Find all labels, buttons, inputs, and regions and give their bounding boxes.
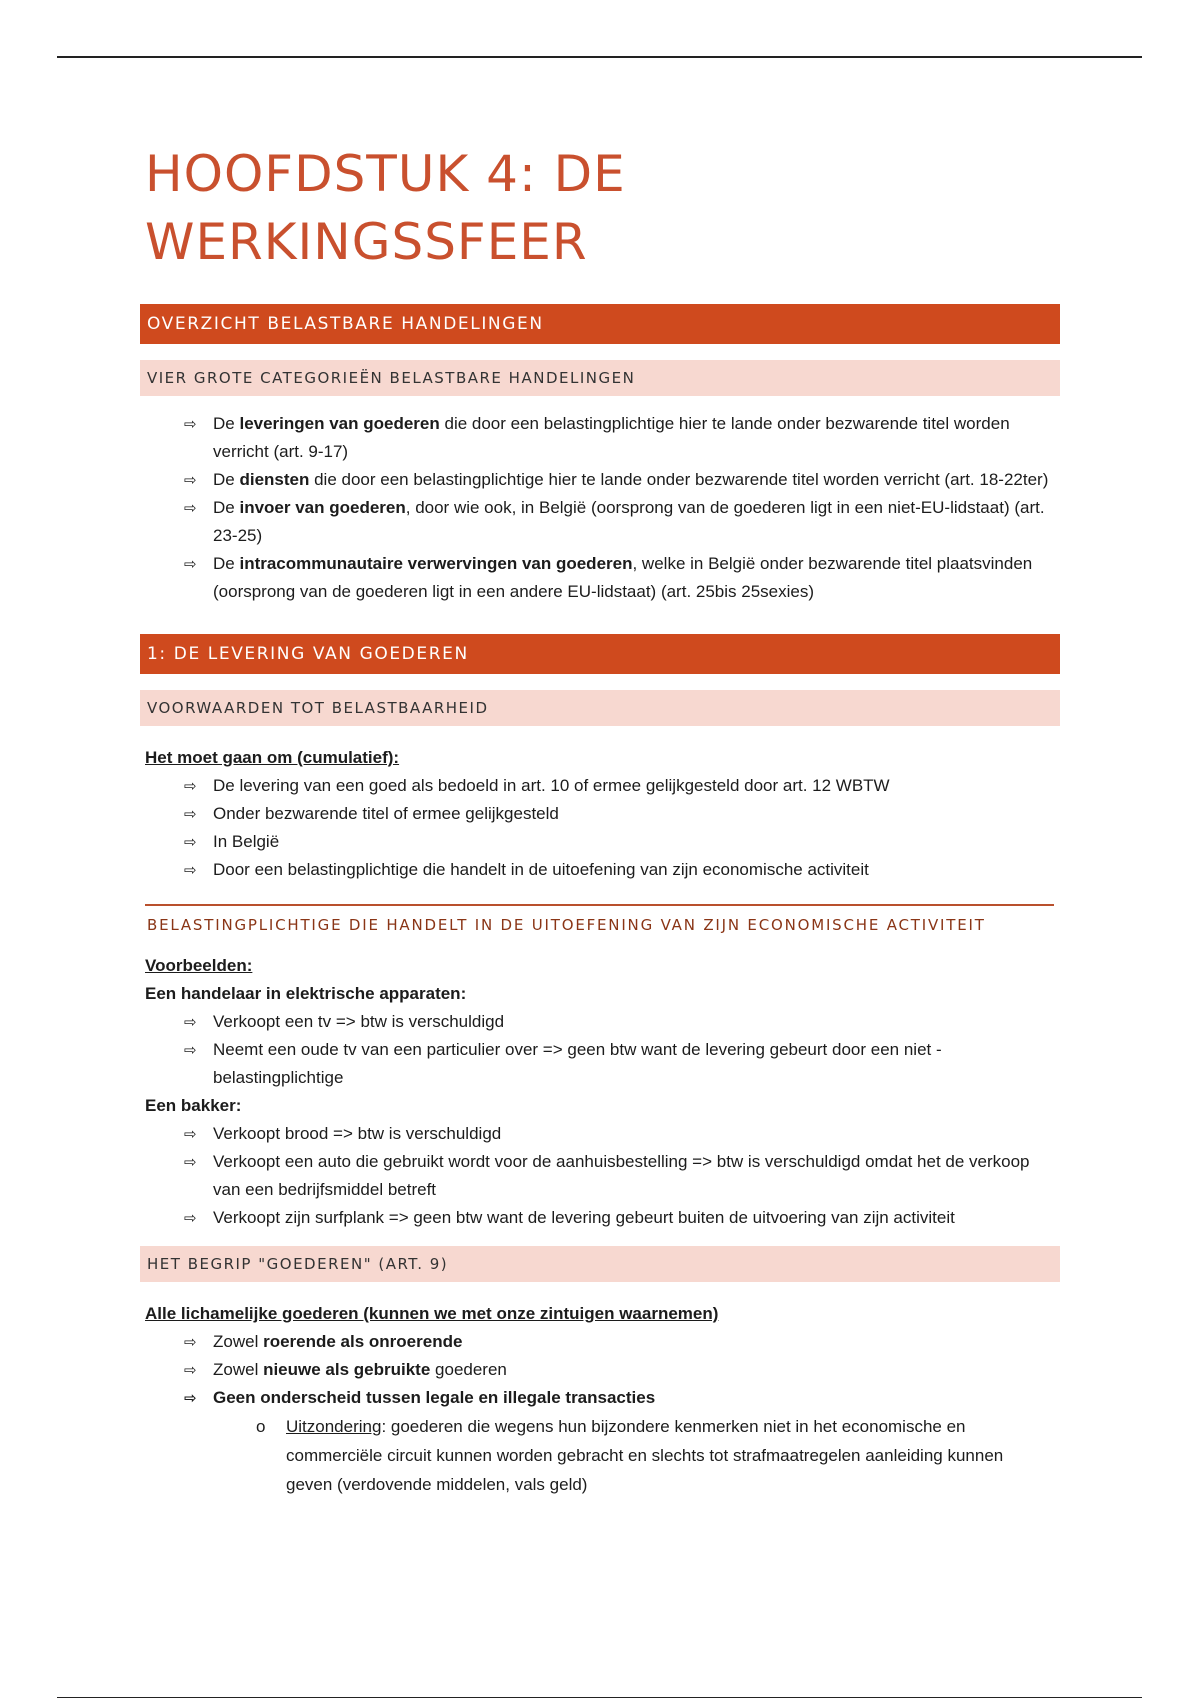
list-item-text: De invoer van goederen, door wie ook, in België (oorsprong van de goederen ligt in een niet-EU-lidstaat) (art. 23-25) bbox=[213, 498, 1045, 545]
list-item-text: De intracommunautaire verwervingen van goederen, welke in België onder bezwarende titel plaatsvinden (oorsprong van de goederen ligt in een andere EU-lidstaat) (art. 25bis 25sexies) bbox=[213, 554, 1033, 601]
section-header-overzicht: OVERZICHT BELASTBARE HANDELINGEN bbox=[140, 304, 1060, 344]
arrow-bullet-icon: ⇨ bbox=[184, 1209, 197, 1227]
arrow-bullet-icon: ⇨ bbox=[184, 833, 197, 851]
arrow-bullet-icon: ⇨ bbox=[184, 805, 197, 823]
arrow-bullet-icon: ⇨ bbox=[184, 471, 197, 489]
exception-item bbox=[140, 1412, 1060, 1499]
list-item bbox=[140, 1008, 1060, 1036]
list-item bbox=[140, 1328, 1060, 1356]
list-item-text: Verkoopt een auto die gebruikt wordt voor de aanhuisbestelling => btw is verschuldigd omdat het de verkoop van een bedrijfsmiddel betreft bbox=[213, 1152, 1030, 1199]
arrow-bullet-icon: ⇨ bbox=[184, 1041, 197, 1059]
list-item bbox=[140, 856, 1060, 884]
list-item bbox=[140, 800, 1060, 828]
list-item bbox=[140, 1120, 1060, 1148]
list-item-text: Verkoopt zijn surfplank => geen btw want de levering gebeurt buiten de uitvoering van zijn activiteit bbox=[213, 1208, 955, 1227]
list-item-text: De diensten die door een belastingplichtige hier te lande onder bezwarende titel worden verricht (art. 18-22ter) bbox=[213, 470, 1049, 489]
chapter-title bbox=[145, 140, 1060, 276]
list-item bbox=[140, 772, 1060, 800]
arrow-bullet-icon: ⇨ bbox=[184, 555, 197, 573]
chapter-title-line1: HOOFDSTUK 4: DE bbox=[145, 145, 626, 203]
list-item-text: De leveringen van goederen die door een belastingplichtige hier te lande onder bezwarende titel worden verricht (art. 9-17) bbox=[213, 414, 1010, 461]
list-item bbox=[140, 1356, 1060, 1384]
arrow-bullet-icon: ⇨ bbox=[184, 1125, 197, 1143]
document-body bbox=[140, 140, 1060, 1499]
arrow-bullet-icon: ⇨ bbox=[184, 499, 197, 517]
list-item-text: De levering van een goed als bedoeld in art. 10 of ermee gelijkgesteld door art. 12 WBTW bbox=[213, 776, 890, 795]
list-item-text: Zowel nieuwe als gebruikte goederen bbox=[213, 1360, 507, 1379]
list-item bbox=[140, 550, 1060, 606]
conditions-lead: Het moet gaan om (cumulatief): bbox=[145, 748, 400, 767]
list-item bbox=[140, 1148, 1060, 1204]
arrow-bullet-icon: ⇨ bbox=[184, 1153, 197, 1171]
list-item-text: Verkoopt een tv => btw is verschuldigd bbox=[213, 1012, 505, 1031]
list-item bbox=[140, 828, 1060, 856]
list-item-text: Zowel roerende als onroerende bbox=[213, 1332, 463, 1351]
list-item bbox=[140, 466, 1060, 494]
section-header-levering: 1: DE LEVERING VAN GOEDEREN bbox=[140, 634, 1060, 674]
chapter-title-line2: WERKINGSSFEER bbox=[145, 213, 588, 271]
subheading-belastingplichtige: BELASTINGPLICHTIGE DIE HANDELT IN DE UITOEFENING VAN ZIJN ECONOMISCHE ACTIVITEIT bbox=[145, 904, 1054, 934]
arrow-bullet-icon: ⇨ bbox=[184, 861, 197, 879]
list-item-text: Geen onderscheid tussen legale en illegale transacties bbox=[213, 1388, 656, 1407]
list-item-text: Neemt een oude tv van een particulier over => geen btw want de levering gebeurt door een niet -belastingplichtige bbox=[213, 1040, 942, 1087]
example-group-label: Een bakker: bbox=[145, 1096, 242, 1115]
circle-bullet-icon: o bbox=[256, 1417, 266, 1436]
list-item-text: Door een belastingplichtige die handelt in de uitoefening van zijn economische activiteit bbox=[213, 860, 869, 879]
subsection-header-categorieen: VIER GROTE CATEGORIEËN BELASTBARE HANDELINGEN bbox=[140, 360, 1060, 396]
subsection-header-voorwaarden: VOORWAARDEN TOT BELASTBAARHEID bbox=[140, 690, 1060, 726]
arrow-bullet-icon: ⇨ bbox=[184, 777, 197, 795]
list-item bbox=[140, 1204, 1060, 1232]
arrow-bullet-icon: ⇨ bbox=[184, 415, 197, 433]
arrow-bullet-icon: ⇨ bbox=[184, 1389, 197, 1407]
exception-text: Uitzondering: goederen die wegens hun bijzondere kenmerken niet in het economische en commerciële circuit kunnen worden gebracht en slechts tot strafmaatregelen aanleiding kunnen geven (verdovende middelen, vals geld) bbox=[286, 1417, 1004, 1494]
examples-label: Voorbeelden: bbox=[145, 956, 253, 975]
top-rule bbox=[57, 56, 1142, 58]
example-group-label: Een handelaar in elektrische apparaten: bbox=[145, 984, 467, 1003]
arrow-bullet-icon: ⇨ bbox=[184, 1333, 197, 1351]
list-item-text: In België bbox=[213, 832, 280, 851]
arrow-bullet-icon: ⇨ bbox=[184, 1361, 197, 1379]
list-item bbox=[140, 410, 1060, 466]
conditions-list bbox=[140, 772, 1060, 884]
subsection-header-goederen: HET BEGRIP "GOEDEREN" (ART. 9) bbox=[140, 1246, 1060, 1282]
list-item-text: Verkoopt brood => btw is verschuldigd bbox=[213, 1124, 502, 1143]
list-item bbox=[140, 1036, 1060, 1092]
arrow-bullet-icon: ⇨ bbox=[184, 1013, 197, 1031]
list-item bbox=[140, 494, 1060, 550]
goods-lead: Alle lichamelijke goederen (kunnen we met onze zintuigen waarnemen) bbox=[145, 1304, 719, 1323]
categories-list bbox=[140, 410, 1060, 606]
list-item-text: Onder bezwarende titel of ermee gelijkgesteld bbox=[213, 804, 559, 823]
list-item bbox=[140, 1384, 1060, 1412]
bottom-rule bbox=[57, 1697, 1142, 1698]
